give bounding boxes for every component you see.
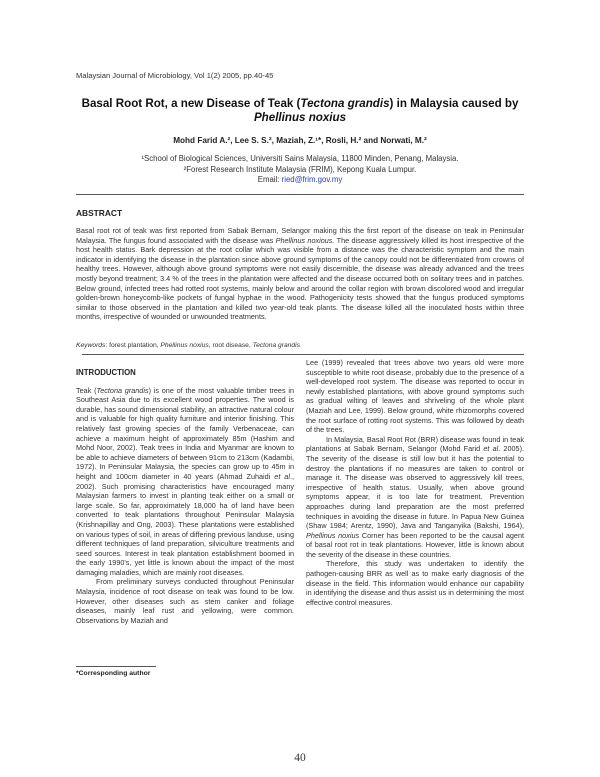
- affiliations: [70, 154, 530, 186]
- keywords: [76, 342, 300, 349]
- author-list: Mohd Farid A.², Lee S. S.², Maziah, Z.¹*, Rosli, H.² and Norwati, M.²: [173, 136, 427, 145]
- right-column: [306, 358, 524, 607]
- intro-paragraph-5: Therefore, this study was undertaken to identify the pathogen-causing BRR as well as to make early diagnosis of the disease in the field. This information would enhance our capability in identifying the disease and thus assist us in determining the most effective control measures.: [306, 559, 524, 607]
- title-species: Tectona grandis: [300, 97, 390, 110]
- left-column: [76, 368, 294, 625]
- intro-r2-b: . 2005). The severity of the disease is still low but it has the potential to destroy the plantations if no measures are taken to control or manage it. The disease was observed to aggressively kill trees, irrespective of health status. Usually, when above ground symptoms appear, it is too late for treatment. Prevention approaches during land preparation are the most preferred techniques in avoiding the disease in future. In Papua New Guinea (Shaw 1984; Arentz, 1990), Java and Tanganyika (Bakshi, 1964),: [306, 444, 524, 531]
- title-pathogen: Phellinus noxius: [253, 111, 347, 124]
- intro-p1-a: Teak (: [76, 385, 97, 395]
- intro-r2-italic: Phellinus noxius: [306, 530, 360, 540]
- intro-paragraph-1: [76, 386, 294, 578]
- intro-p1-italic: Tectona grandis: [96, 385, 149, 395]
- intro-paragraph-3: Lee (1999) revealed that trees above two years old were more susceptible to white root disease, probably due to the presence of a well-developed root system. The disease was reported to occur in newly established plantations, with above ground symptoms such as gradual wilting of leaves and shriveling of the whole plant (Maziah and Lee, 1999). Below ground, white rhizomorphs covered the root surface of rotting root systems. This was followed by death of the trees.: [306, 358, 524, 435]
- intro-paragraph-4: [306, 435, 524, 560]
- keywords-text-1: : forest plantation,: [105, 342, 161, 349]
- keywords-divider: [82, 354, 524, 355]
- intro-r2-etal: et al: [483, 444, 499, 454]
- title-part2: ) in Malaysia caused by: [389, 97, 519, 110]
- header-divider: [76, 194, 524, 195]
- abstract-text-1: Basal root rot of teak was first reported from Sabak Bernam, Selangor making this the first report of the disease on teak in Peninsular Malaysia. The fungus found associated with the disease was: [76, 226, 524, 245]
- title-part1: Basal Root Rot, a new Disease of Teak (: [81, 97, 301, 110]
- intro-p1-etal: et al: [274, 471, 290, 481]
- intro-r2-c: Corner has been reported to be the causal agent of basal root rot in teak plantations. However, little is known about the severity of the disease in these countries.: [306, 530, 524, 559]
- keywords-italic-1: Phellinus noxius: [160, 342, 209, 349]
- abstract-heading: ABSTRACT: [76, 208, 123, 218]
- abstract-italic: Phellinus noxious.: [275, 235, 335, 245]
- intro-paragraph-2: From preliminary surveys conducted throughout Peninsular Malaysia, incidence of root disease on teak was found to be low. However, other diseases such as stem canker and foliage diseases, mainly leaf rust and yellowing, were common. Observations by Maziah and: [76, 577, 294, 625]
- corresponding-author-note: *Corresponding author: [76, 670, 151, 677]
- email-link[interactable]: ried@frim.gov.my: [281, 175, 343, 184]
- intro-r2-a: In Malaysia, Basal Root Rot (BRR) disease was found in teak plantations at Sabak Bernam, Selangor (Mohd Farid: [306, 434, 524, 454]
- intro-p1-c: ., 2002). Such promising characteristics have encouraged many Malaysian farmers to invest in planting teak either on a small or large scale. So far, approximately 18,000 ha of land have been converted to teak plantations throughout Peninsular Malaysia (Krishnapillay and Ong, 2003). These plantations were established on various types of soil, in areas of differing previous landuse, using different techniques of land preparation, silviculture treatments and seed sources. Interest in teak plantation establishment boomed in the early 1990's, yet little is known about the impact of the most damaging maladies, which are mainly root diseases.: [76, 471, 294, 577]
- footnote-divider: [76, 666, 156, 667]
- abstract-body: [76, 226, 524, 322]
- keywords-italic-2: Tectona grandis: [252, 342, 300, 349]
- introduction-heading: INTRODUCTION: [76, 368, 136, 377]
- page-number: 40: [294, 752, 306, 764]
- journal-citation: Malaysian Journal of Microbiology, Vol 1(2) 2005, pp.40-45: [76, 71, 274, 80]
- intro-p1-b: ) is one of the most valuable timber trees in Southeast Asia due to its excellent wood properties. The wood is durable, has sound dimensional stability, an attractive natural colour and is valuable for high quality furniture and interior finishing. This relatively fast growing species of the family Verbenaceae, can achieve a maximum height of approximately 85m (Hashim and Mohd Noor, 2002). Teak trees in India and Myanmar are known to be able to achieve diameters of between 91cm to 213cm (Kadambi, 1972). In Peninsular Malaysia, the species can grow up to 45m in height and 100cm diameter in 40 years (Ahmad Zuhaidi: [76, 385, 294, 481]
- affiliation-2: ²Forest Research Institute Malaysia (FRIM), Kepong Kuala Lumpur.: [183, 164, 417, 174]
- abstract-text-2: The disease aggressively killed its host irrespective of the host health status. Bark depression at the root collar which was visible from a distance was the characteristic symptom and the main indicator in identifying the disease in the plantation since above ground symptoms of the canopy could not be differentiated from crowns of healthy trees. However, although above ground symptoms were not easily discernible, the disease was already advanced and the trees mostly beyond treatment; 3.4 % of the trees in the plantation were affected and the disease occurred both on solitary trees and in patches. Below ground, infected trees had rotted root systems, mainly below and around the collar region with brown discolored wood and irregular golden-brown honeycomb-like pockets of fungal hyphae in the wood. Pathogenicity tests showed that the fungus produced symptoms similar to those observed in the plantation and killed two year-old teak plants. The disease killed all the inoculated hosts within three months, irrespective of wounded or unwounded treatments.: [76, 235, 524, 322]
- email-line: [70, 175, 530, 186]
- keywords-text-2: , root disease,: [208, 342, 253, 349]
- keywords-label: Keywords: [76, 342, 106, 349]
- affiliation-1: ¹School of Biological Sciences, Universiti Sains Malaysia, 11800 Minden, Penang, Malaysia.: [141, 154, 459, 163]
- email-label: Email:: [257, 175, 282, 184]
- paper-title: [70, 97, 530, 125]
